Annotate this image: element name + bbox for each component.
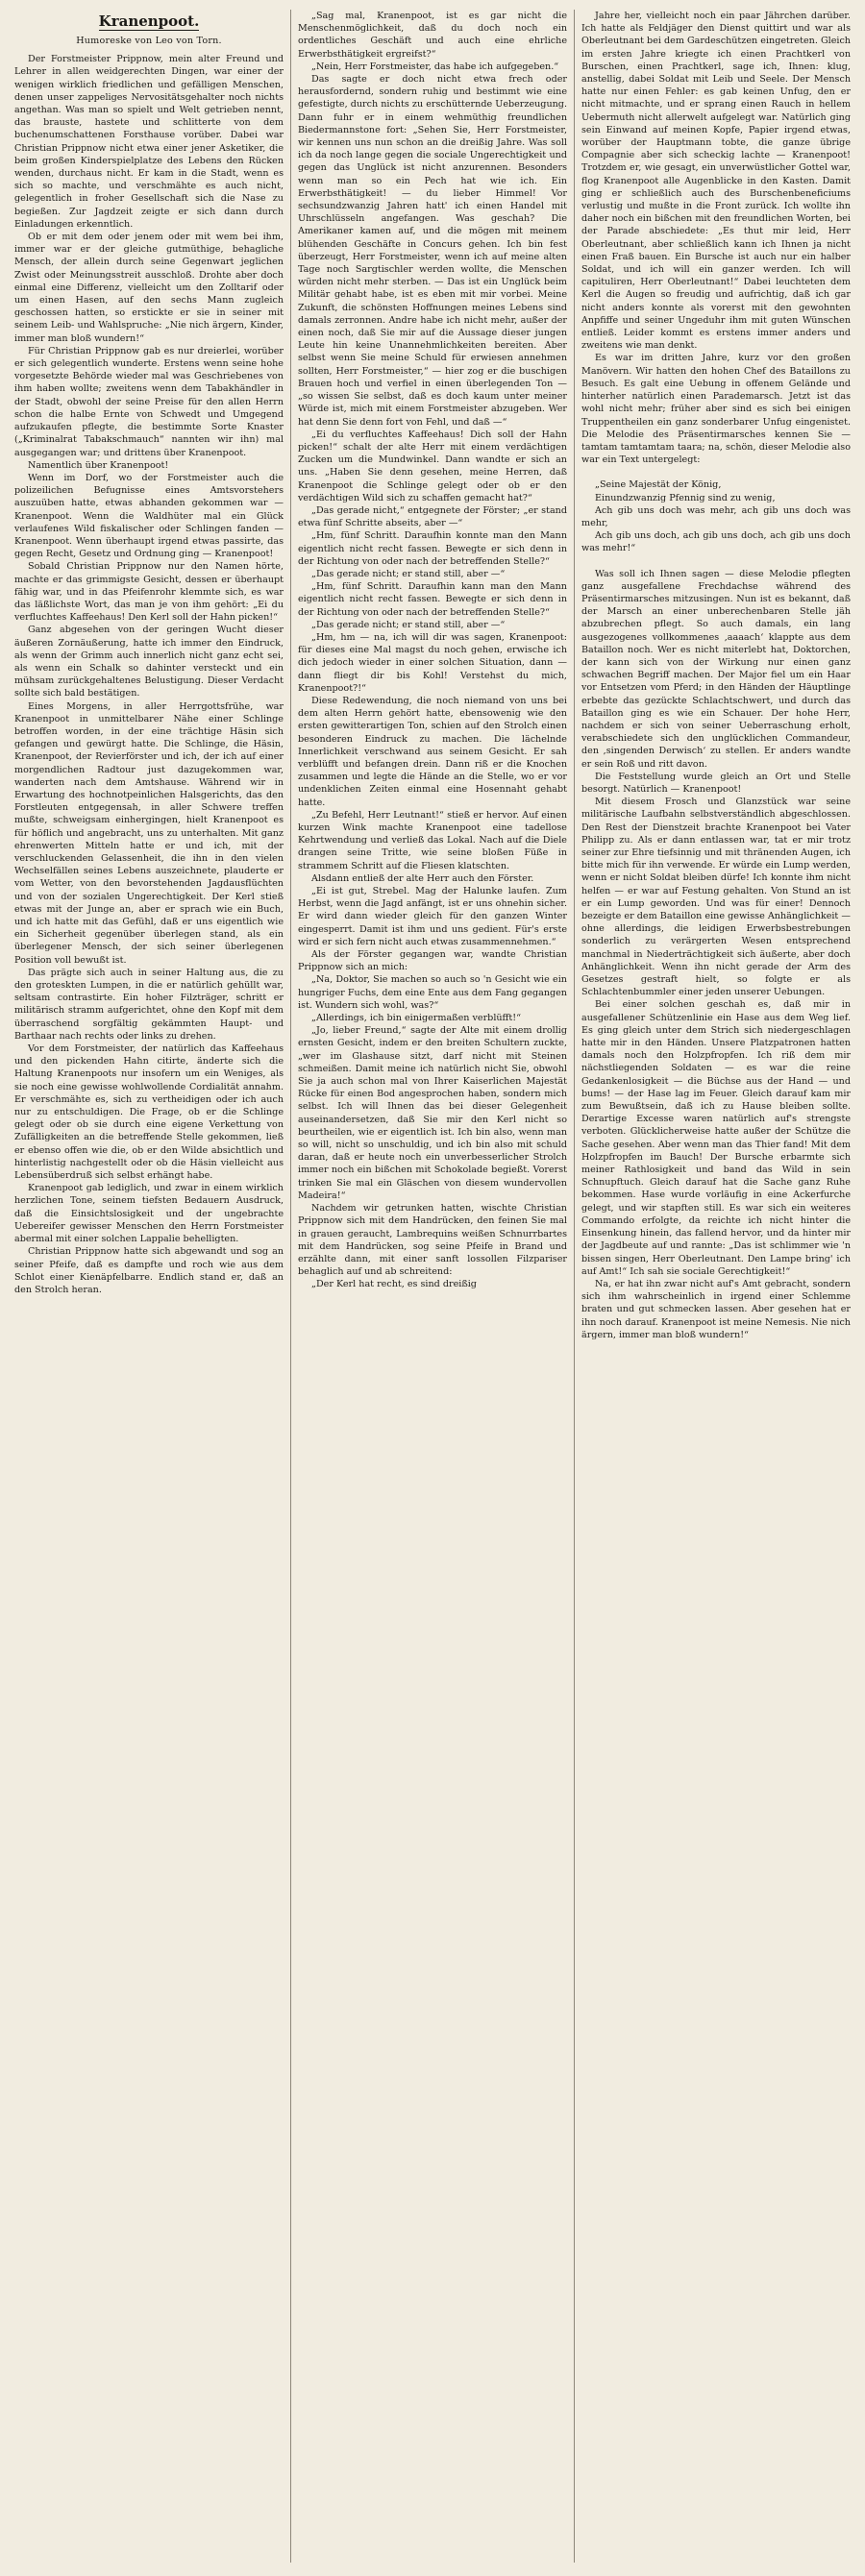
paragraph: Das prägte sich auch in seiner Haltung aus, die zu den groteskten Lumpen, in die er natürlich gehüllt war, seltsam contrastirte. Ein hoher Filzträger, schritt er militärisch stramm aufgerichtet, ohne den Kopf mit dem überraschend sorgfältig gekämmten Haupt- und Barthaar nach rechts oder links zu drehen.	[14, 967, 284, 1042]
paragraph: Nachdem wir getrunken hatten, wischte Christian Prippnow sich mit dem Handrücken, den feinen Sie mal in grauen geraucht, Lambrequins weißen Schnurrbartes mit dem Handrücken, sog seine Pfeife in Brand und erzählte dann, mit einer sanft lossollen Filzpariser behaglich auf und ab schreitend:	[298, 1203, 567, 1278]
paragraph: Die Feststellung wurde gleich an Ort und Stelle besorgt. Natürlich — Kranenpoot!	[581, 771, 851, 795]
paragraph: Alsdann entließ der alte Herr auch den Förster.	[311, 872, 534, 884]
paragraph: Als der Förster gegangen war, wandte Christian Prippnow sich an mich:	[298, 949, 567, 973]
paragraph: „Allerdings, ich bin einigermaßen verblüfft!“	[311, 1013, 521, 1024]
paragraph: „Zu Befehl, Herr Leutnant!“ stieß er hervor. Auf einen kurzen Wink machte Kranenpoot eine tadellose Kehrtwendung und verließ das Lokal. Nach auf die Diele drangen seine Tritte, wie seine bloßen Füße in strammem Schritt auf die Fliesen klatschten.	[298, 809, 567, 871]
paragraph: Namentlich über Kranenpoot!	[28, 459, 169, 471]
paragraph: Ach gib uns doch was mehr, ach gib uns doch was mehr,	[581, 504, 851, 528]
paragraph: Ach gib uns doch, ach gib uns doch, ach gib uns doch was mehr!“	[581, 530, 851, 554]
paragraph: „Das gerade nicht,“ entgegnete der Förster; „er stand etwa fünf Schritte abseits, aber —“	[298, 504, 567, 529]
paragraph: Ganz abgesehen von der geringen Wucht dieser äußeren Zornäußerung, hatte ich immer den Eindruck, als wenn der Grimm auch innerlich nicht ganz echt sei, als wenn ein Schalk so dahinter versteckt und ein mühsam zurückgehaltenes Belustigung. Dieser Verdacht sollte sich bald bestätigen.	[14, 625, 284, 699]
paragraph: Na, er hat ihn zwar nicht auf's Amt gebracht, sondern sich ihm wahrscheinlich in irgend einer Schlemme braten und gut schmecken lassen. Aber gesehen hat er ihn noch darauf. Kranenpoot ist meine Nemesis. Nie nich ärgern, immer man bloß wundern!“	[581, 1278, 851, 1340]
column-3	[574, 10, 857, 2563]
paragraph: „Das gerade nicht; er stand still, aber —“	[311, 619, 506, 630]
paragraph: Vor dem Forstmeister, der natürlich das Kaffeehaus und den pickenden Hahn citirte, änderte sich die Haltung Kranenpoots nur insofern um ein Weniges, als sie noch eine gewisse wohlwollende Cordialität annahm. Er verschmähte es, sich zu vertheidigen oder ich auch nur zu entschuldigen. Die Frage, ob er die Schlinge gelegt oder ob sie durch eine eigene Verkettung von Zufälligkeiten an die betreffende Stelle gekommen, ließ er ebenso offen wie die, ob er den Wilde absichtlich und hinterlistig nachgestellt oder ob die Häsin vielleicht aus Lebensüberdruß sich selbst erhängt habe.	[14, 1043, 284, 1182]
paragraph: Sobald Christian Prippnow nur den Namen hörte, machte er das grimmigste Gesicht, dessen er überhaupt fähig war, und in das Pfeifenrohr klemmte sich, es war das läßlichste Wort, das man je von ihm gehört: „Ei du verfluchtes Kaffeehaus! Den Kerl soll der Hahn picken!“	[14, 561, 284, 624]
paragraph: „Ei du verfluchtes Kaffeehaus! Dich soll der Hahn picken!“ schalt der alte Herr mit einem verdächtigen Zucken um die Mundwinkel. Dann wandte er sich an uns. „Haben Sie denn gesehen, meine Herren, daß Kranenpoot die Schlinge gelegt oder ob er den verdächtigen Wild sich zu schaffen gemacht hat?“	[298, 429, 567, 503]
paragraph: Was soll ich Ihnen sagen — diese Melodie pflegten ganz ausgefallene Frechdachse während des Präsentirmarsches mitzusingen. Nun ist es bekannt, daß der Marsch an einer unberechenbaren Stelle jäh abzubrechen pflegt. So auch damals, ein lang ausgezogenes vollkommenes ,aaaach‘ klappte aus dem Bataillon noch. Wer es nicht miterlebt hat, Doktorchen, der kann sich von der Wirkung nur einen ganz schwachen Begriff machen. Der Major fiel um ein Haar vor Entsetzen vom Pferd; in den Händen der Häuptlinge erbebte das gezückte Schlachtschwert, und durch das Bataillon ging es wie ein Schauer. Der hohe Herr, nachdem er sich von seiner Ueberraschung erholt, verabschiedete sich den unglücklichen Commandeur, den ,singenden Derwisch‘ zu stellen. Er anders wandte er sein Roß und ritt davon.	[581, 568, 851, 770]
paragraph: „Hm, fünf Schritt. Daraufhin kann man den Mann eigentlich nicht recht fassen. Bewegte er sich denn in der Richtung von oder nach der betreffenden Stelle?“	[298, 581, 567, 618]
paragraph: „Das gerade nicht; er stand still, aber —“	[311, 568, 506, 579]
paragraph: Jahre her, vielleicht noch ein paar Jährchen darüber. Ich hatte als Feldjäger den Dienst quittirt und war als Oberleutnant bei dem Gardeschützen eingetreten. Gleich im ersten Jahre kriegte ich einen Prachtkerl von Burschen, einen Prachtkerl, sage ich, Ihnen: klug, anstellig, dabei Soldat mit Leib und Seele. Der Mensch hatte nur einen Fehler: es gab keinen Unfug, den er nicht mitmachte, und er sprang einen Rauch in hellem Uebermuth nicht allerwelt aufgelegt war. Natürlich ging sein Einwand auf meinen Kopfe, Papier irgend etwas, worüber der Hauptmann tobte, die ganze übrige Compagnie aber sich scheckig lachte — Kranenpoot! Trotzdem er, wie gesagt, ein unverwüstlicher Gottel war, flog Kranenpoot alle Augenblicke in den Kasten. Damit ging er schließlich auch des Burschenbeneficiums verlustig und mußte in die Front zurück. Ich wollte ihn daher noch ein bißchen mit den freundlichen Worten, bei der Parade abschiedete: „Es thut mir leid, Herr Oberleutnant, aber schließlich kann ich Ihnen ja nicht einen Fraß bauen. Ein Bursche ist auch nur ein halber Soldat, und ich will ein ganzer werden. Ich will capituliren, Herr Oberleutnant!“ Dabei leuchteten dem Kerl die Augen so freudig und aufrichtig, daß ich gar nicht anders konnte als vorerst mit den gewohnten Anpfiffe und seiner Ungeduhr ihm mit guten Wünschen entließ. Leider kommt es erstens immer anders und zweitens wie man denkt.	[581, 11, 851, 352]
paragraph: Das sagte er doch nicht etwa frech oder herausfordernd, sondern ruhig und bestimmt wie eine gefestigte, durch nichts zu erschütternde Ueberzeugung. Dann fuhr er in einem wehmüthig freundlichen Biedermannstone fort: „Sehen Sie, Herr Forstmeister, wir kennen uns nun schon an die dreißig Jahre. Was soll ich da noch lange gegen die sociale Ungerechtigkeit und gegen das Unglück ist nicht anzurennen. Besonders wenn man so ein Pech hat wie ich. Ein Erwerbsthätigkeit! — du lieber Himmel! Vor sechsundzwanzig Jahren hatt' ich einen Handel mit Uhrschlüsseln angefangen. Was geschah? Die Amerikaner kamen auf, und die mögen mit meinem blühenden Geschäfte in Concurs gehen. Ich bin fest überzeugt, Herr Forstmeister, wenn ich auf meine alten Tage noch Sargtischler werden wollte, die Menschen würden nicht mehr sterben. — Das ist ein Unglück beim Militär gehabt habe, ist es eben mit mir vorbei. Meine Zukunft, die schönsten Hoffnungen meines Lebens sind damals zerronnen. Andre habe ich nicht mehr, außer der einen noch, daß Sie mir auf die Aussage dieser jungen Leute hin keine Unannehmlichkeiten bereiten. Aber selbst wenn Sie meine Schuld für erwiesen annehmen sollten, Herr Forstmeister,“ — hier zog er die buschigen Brauen hoch und verfiel in einen überlegenden Ton — „so wissen Sie selbst, daß es doch kaum unter meiner Würde ist, mich mit einem Forstmeister abzugeben. Wer hat denn Sie denn fort von Fehl, und daß —“	[298, 74, 567, 428]
paragraph: Ob er mit dem oder jenem oder mit wem bei ihm, immer war er der gleiche gutmüthige, behagliche Mensch, der allein durch seine Gegenwart jeglichen Zwist oder Meinungsstreit ausschloß. Drohte aber doch einmal eine Differenz, vielleicht um den Zolltarif oder um einen Hasen, auf den sechs Mann zugleich geschossen hatten, so erstickte er sie in seiner mit seinem Leib- und Wahlspruche: „Nie nich ärgern, Kinder, immer man bloß wundern!“	[14, 232, 284, 344]
paragraph: Für Christian Prippnow gab es nur dreierlei, worüber er sich gelegentlich wunderte. Erstens wenn seine hohe vorgesetzte Behörde wieder mal was Geschriebenes von ihm haben wollte; zweitens wenn dem Tabakhändler in der Stadt, obwohl der seine Preise für den allen Herrn schon die halbe Ernte von Schwedt und Umgegend aufzukaufen pflegte, die bestimmte Sorte Knaster („Kriminalrat Tabakschmauch“ nannten wir ihn) mal ausgegangen war; und drittens über Kranenpoot.	[14, 345, 284, 458]
paragraph: „Der Kerl hat recht, es sind dreißig	[311, 1279, 477, 1290]
paragraph: „Sag mal, Kranenpoot, ist es gar nicht die Menschenmöglichkeit, daß du doch noch ein ordentliches Geschäft und auch eine ehrliche Erwerbsthätigkeit ergreifst?“	[298, 11, 567, 60]
story-title-text: Kranenpoot.	[98, 12, 200, 30]
column-2	[290, 10, 574, 2563]
paragraph: „Seine Majestät der König,	[595, 479, 722, 491]
paragraph: Diese Redewendung, die noch niemand von uns bei dem alten Herrn gehört hatte, ebensowenig wie den ersten gewitterartigen Ton, schien auf den Strolch einen besonderen Eindruck zu machen. Die lächelnde Innerlichkeit verschwand aus seinem Gesicht. Er sah verblüfft und befangen drein. Dann riß er die Knochen zusammen und legte die Hände an die Stelle, wo er vor undenklichen Zeiten einmal eine Hosennaht gehabt hatte.	[298, 695, 567, 808]
paragraph: Der Forstmeister Prippnow, mein alter Freund und Lehrer in allen weidgerechten Dingen, war einer der wenigen wirklich friedlichen und gefälligen Menschen, denen unser zappeliges Nervositätsgehalter noch nichts angethan. Was man so spielt und Welt getrieben nennt, das brauste, hastete und schlitterte von dem buchenumschattenen Forsthause vorüber. Dabei war Christian Prippnow nicht etwa einer jener Asketiker, die beim großen Kinderspielplatze des Lebens den Rücken wenden, durchaus nicht. Er kam in die Stadt, wenn es sich so machte, und verschmähte es auch nicht, gelegentlich in froher Gesellschaft sich die Nase zu begießen. Zur Jagdzeit zeigte er sich dann durch Einladungen erkenntlich.	[14, 54, 284, 230]
paragraph: „Hm, fünf Schritt. Daraufhin konnte man den Mann eigentlich nicht recht fassen. Bewegte er sich denn in der Richtung von oder nach der betreffenden Stelle?“	[298, 530, 567, 567]
paragraph: „Nein, Herr Forstmeister, das habe ich aufgegeben.“	[311, 61, 559, 72]
paragraph: Es war im dritten Jahre, kurz vor den großen Manövern. Wir hatten den hohen Chef des Bataillons zu Besuch. Es galt eine Uebung in offenem Gelände und hinterher natürlich einen Parademarsch. Jetzt ist das wohl nicht mehr; früher aber sind es sich bei einigen Truppentheilen ein ganz sonderbarer Unfug eingenistet. Die Melodie des Präsentirmarsches kennen Sie — tamtam tamtamtam taara; na, schön, dieser Melodie also war ein Text untergelegt:	[581, 353, 851, 466]
paragraph: „Na, Doktor, Sie machen so auch so 'n Gesicht wie ein hungriger Fuchs, dem eine Ente aus dem Fang gegangen ist. Wundern sich wohl, was?“	[298, 974, 567, 1011]
story-byline: Humoreske von Leo von Torn.	[76, 36, 222, 46]
column-1	[8, 10, 290, 2563]
paragraph: Kranenpoot gab lediglich, und zwar in einem wirklich herzlichen Tone, seinem tiefsten Bedauern Ausdruck, daß die Einsichtslosigkeit und der ungebrachte Uebereifer gewisser Menschen den Herrn Forstmeister abermal mit einer solchen Lappalie behelligten.	[14, 1183, 284, 1245]
paragraph-gap	[581, 555, 851, 568]
paragraph: „Hm, hm — na, ich will dir was sagen, Kranenpoot: für dieses eine Mal magst du noch gehen, erwische ich dich jedoch wieder in einer solchen Situation, dann — dann fliegt dir bis Kohl! Verstehst du mich, Kranenpoot?!“	[298, 631, 567, 694]
paragraph: „Jo, lieber Freund,“ sagte der Alte mit einem drollig ernsten Gesicht, indem er den breiten Schultern zuckte, „wer im Glashause sitzt, darf nicht mit Steinen schmeißen. Damit meine ich natürlich nicht Sie, obwohl Sie ja auch schon mal von Ihrer Kaiserlichen Majestät Rücke für einen Bod angesprochen haben, sondern mich selbst. Ich will Ihnen das bei dieser Gelegenheit auseinandersetzen, daß Sie mir den Kerl nicht so beurtheilen, wie er eigentlich ist. Ich bin also, wenn man so will, nicht so unschuldig, und ich bin also mit schuld daran, daß er heute noch ein unverbesserlicher Strolch immer noch ein bißchen mit Schokolade begießt. Vorerst trinken Sie mal ein Gläschen von diesem wundervollen Madeira!“	[298, 1025, 567, 1201]
paragraph: Einundzwanzig Pfennig sind zu wenig,	[595, 492, 776, 503]
paragraph: „Ei ist gut, Strebel. Mag der Halunke laufen. Zum Herbst, wenn die Jagd anfängt, ist er uns ohnehin sicher. Er wird dann wieder gleich für den ganzen Winter eingesperrt. Damit ist ihm und uns gedient. Für's erste wird er sich fern nicht auch etwas zusammennehmen.“	[298, 886, 567, 947]
paragraph: Bei einer solchen geschah es, daß mir in ausgefallener Schützenlinie ein Hase aus dem Weg lief. Es ging gleich unter dem Strich sich niedergeschlagen hatte mir in den Händen. Unsere Platzpatronen hatten damals noch den Holzpfropfen. Ich riß dem mir nächstliegenden Soldaten — es war die reine Gedankenlosigkeit — die Büchse aus der Hand — und bums! — der Hase lag im Feuer. Gleich darauf kam mir zum Bewußtsein, daß ich zu Hause bleiben sollte. Derartige Excesse waren natürlich auf's strengste verboten. Glücklicherweise hatte außer der Schütze die Sache gesehen. Aber wenn man das Thier fand! Mit dem Holzpfropfen im Bauch! Der Bursche erbarmte sich meiner Rathlosigkeit und band das Wild in sein Schnupftuch. Gleich darauf hat die Sache ganz Ruhe bekommen. Hase wurde vorläufig in eine Ackerfurche gelegt, und wir stapften still. Es war sich ein weiteres Commando erfolgte, da reichte ich nicht hinter die Einsenkung hinein, das fallend hervor, und da hinter mir der Jagdbeute auf und rannte: „Das ist schlimmer wie 'n bissen singen, Herr Oberleutnant. Den Lampe bring' ich auf Amt!“ Ich sah sie sociale Gerechtigkeit!“	[581, 999, 851, 1277]
text-columns	[8, 10, 857, 2563]
paragraph: Christian Prippnow hatte sich abgewandt und sog an seiner Pfeife, daß es dampfte und roch wie aus dem Schlot einer Kienäpfelbarre. Endlich stand er, daß an den Strolch heran.	[14, 1246, 284, 1295]
story-title	[14, 12, 284, 31]
paragraph: Eines Morgens, in aller Herrgottsfrühe, war Kranenpoot in unmittelbarer Nähe einer Schlinge betroffen worden, in der eine trächtige Häsin sich gefangen und gewürgt hatte. Die Schlinge, die Häsin, Kranenpoot, der Revierförster und ich, der ich auf einer morgendlichen Radtour just dazugekommen war, wanderten nach dem Amtshause. Während wir in Erwartung des hochnotpeinlichen Halsgerichts, das den Forstleuten entgegensah, in aller Schwere treffen mußte, schweigsam einhergingen, hielt Kranenpoot es für höflich und angebracht, uns zu unterhalten. Mit ganz ehrenwerten Mitteln hatte er und ich, mit der verschluckenden Gelassenheit, die ihn in den vielen Wechselfällen seines Lebens auszeichnete, plauderte er vom Wetter, von den bevorstehenden Jagdausflüchten und von der sozialen Ungerechtigkeit. Der Kerl stieß etwas mit der Junge an, aber er sprach wie ein Buch, und ich hatte mit das Gefühl, daß er uns eigentlich wie ein Sicherheit gegenüber überlegen stand, als ein überlegener Mensch, der sich seiner überlegenen Position voll bewußt ist.	[14, 700, 284, 966]
paragraph: Mit diesem Frosch und Glanzstück war seine militärische Laufbahn selbstverständlich abgeschlossen. Den Rest der Dienstzeit brachte Kranenpoot bei Vater Philipp zu. Als er dann entlassen war, tat er mir trotz seiner zur Ehre tiefsinnig und mit thränenden Augen, ich bitte mich für ihn verwende. Er würde ein Lump werden, wenn er nicht Soldat bleiben dürfe! Ich konnte ihm nicht helfen — er war auf Festung gehalten. Von Stund an ist er ein Lump geworden. Und was für einer! Dennoch bezeigte er dem Bataillon eine gewisse Anhänglichkeit — ohne allerdings, die leidigen Erwerbsbestrebungen sonderlich zu verärgerten Wesen entsprechend manchmal in Niederträchtigkeit sich äußerte, aber doch Anhänglichkeit. Wenn ihn nicht gerade der Arm des Gesetzes gestraft hielt, so folgte er als Schlachtenbummler einer jeden unserer Uebungen.	[581, 797, 851, 998]
paragraph-gap	[581, 466, 851, 478]
paragraph: Wenn im Dorf, wo der Forstmeister auch die polizeilichen Befugnisse eines Amtsvorstehers auszuüben hatte, etwas abhanden gekommen war — Kranenpoot. Wenn die Waldhüter mal ein Glück verlaufenes Wild fiskalischer oder Schlingen fanden — Kranenpoot. Wenn überhaupt irgend etwas passirte, das gegen Recht, Gesetz und Ordnung ging — Kranenpoot!	[14, 472, 284, 560]
